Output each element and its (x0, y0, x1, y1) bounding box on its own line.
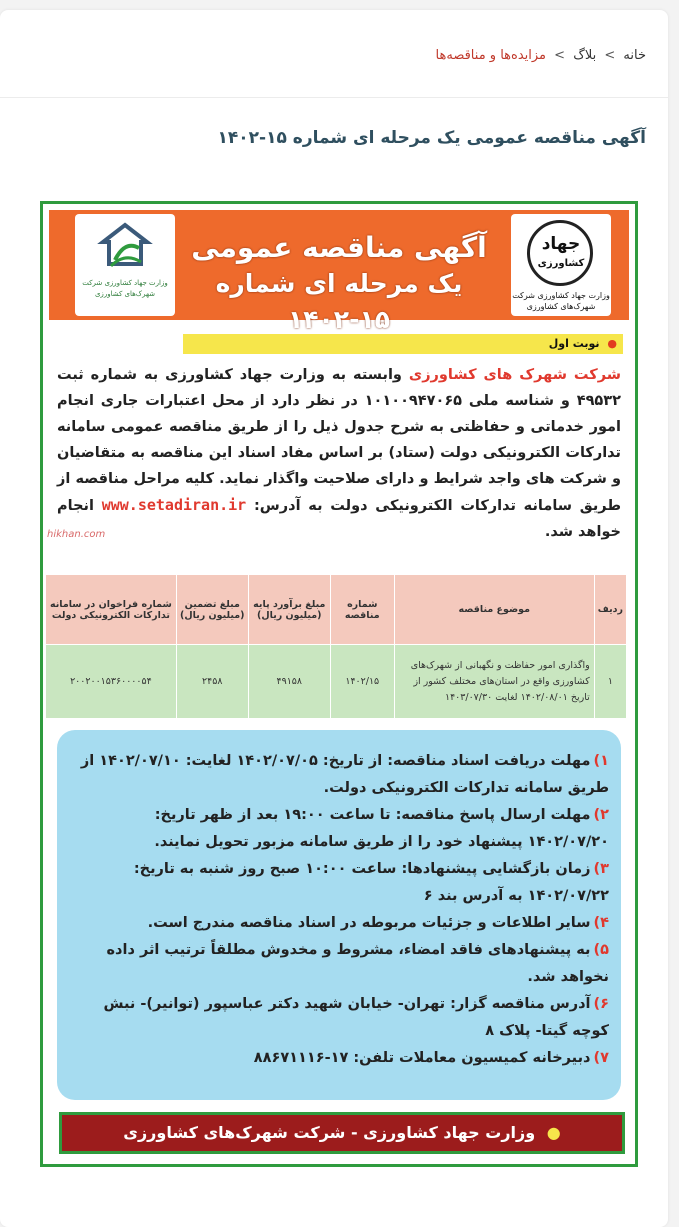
jahad-logo (511, 214, 611, 316)
col-call-number: شماره فراخوان در سامانه تدارکات الکترونیکی دولت (46, 575, 177, 645)
item-number: ۱) (593, 753, 609, 769)
item-number: ۳) (593, 861, 609, 877)
item-text: زمان بازگشایی پیشنهادها: ساعت ۱۰:۰۰ صبح روز شنبه به تاریخ: ۱۴۰۲/۰۷/۲۲ به آدرس بند ۶ (133, 861, 609, 904)
list-item (71, 856, 609, 910)
logo-word-jahad: جهاد (541, 234, 581, 254)
item-number: ۴) (593, 915, 609, 931)
divider (0, 97, 668, 98)
col-row: ردیف (594, 575, 626, 645)
table-header-row (46, 575, 627, 645)
col-guarantee: مبلغ تضمین (میلیون ریال) (176, 575, 248, 645)
cell-guarantee: ۲۴۵۸ (176, 645, 248, 719)
item-number: ۲) (593, 807, 609, 823)
col-base-amount: مبلغ برآورد پایه (میلیون ریال) (248, 575, 330, 645)
content-card (0, 10, 668, 1227)
list-item (71, 910, 609, 937)
intro-end: انجام خواهد شد. (57, 498, 621, 540)
item-text: آدرس مناقصه گزار: تهران- خیابان شهید دکتر عباسپور (توانیر)- نبش کوچه گیتا- پلاک ۸ (103, 996, 609, 1039)
breadcrumb-blog[interactable]: بلاگ (573, 48, 597, 63)
setad-website: www.setadiran.ir (101, 496, 247, 514)
item-number: ۷) (593, 1050, 609, 1066)
list-item (71, 937, 609, 991)
table-row (46, 645, 627, 719)
ad-title-line2: یک مرحله ای شماره ۱۵-۱۴۰۲ (215, 269, 463, 334)
page-title: آگهی مناقصه عمومی یک مرحله ای شماره ۱۵-۱۴۰۲ (217, 128, 646, 148)
cell-call-number: ۲۰۰۲۰۰۱۵۳۶۰۰۰۰۵۴ (46, 645, 177, 719)
logo-word-keshavarzi: کشاورزی (537, 258, 585, 269)
cell-base-amount: ۴۹۱۵۸ (248, 645, 330, 719)
footer-text: وزارت جهاد کشاورزی - شرکت شهرک‌های کشاورزی (123, 1123, 536, 1142)
watermark: hikhan.com (47, 529, 106, 540)
company-logo-caption: وزارت جهاد کشاورزی شرکت شهرک‌های کشاورزی (82, 279, 168, 298)
item-text: به پیشنهادهای فاقد امضاء، مشروط و مخدوش مطلقاً ترتیب اثر داده نخواهد شد. (106, 942, 609, 985)
breadcrumb-separator: > (604, 48, 616, 63)
item-number: ۵) (593, 942, 609, 958)
round-text: نوبت اول (548, 337, 600, 350)
breadcrumb-home[interactable]: خانه (623, 48, 646, 63)
list-item (71, 991, 609, 1045)
company-logo (75, 214, 175, 316)
item-text: مهلت دریافت اسناد مناقصه: از تاریخ: ۱۴۰۲/۰۷/۰۵ لغایت: ۱۴۰۲/۰۷/۱۰ از طریق سامانه تدارکات الکترونیکی دولت. (80, 753, 609, 796)
tender-ad-image (40, 201, 638, 1167)
cell-row: ۱ (594, 645, 626, 719)
breadcrumb (436, 48, 646, 63)
ad-title-line1: آگهی مناقصه عمومی (191, 231, 487, 264)
list-item (71, 802, 609, 856)
ad-footer (59, 1112, 625, 1154)
intro-body: وابسته به وزارت جهاد کشاورزی به شماره ثبت ۴۹۵۳۲ و شناسه ملی ۱۰۱۰۰۹۴۷۰۶۵ در نظر دارد از محل اعتبارات جاری انجام امور خدماتی و حفاظتی به شرح جدول ذیل را از طریق مناقصه عمومی سامانه تدارکات الکترونیکی دولت (ستاد) بر اساس مفاد اسناد این مناقصه به متقاضیان و شرکت های واجد شرایط و دارای صلاحیت واگذار نماید. کلیه مراحل مناقصه از طریق سامانه تدارکات الکترونیکی دولت به آدرس: (57, 367, 621, 514)
agri-towns-logo-icon (97, 222, 153, 272)
col-subject: موضوع مناقصه (394, 575, 594, 645)
item-text: مهلت ارسال پاسخ مناقصه: تا ساعت ۱۹:۰۰ بعد از ظهر تاریخ: ۱۴۰۲/۰۷/۲۰ پیشنهاد خود را از طریق سامانه مزبور تحویل نمایند. (154, 807, 609, 850)
list-item (71, 1045, 609, 1072)
round-label (183, 334, 623, 354)
conditions-list (57, 730, 621, 1100)
intro-paragraph (57, 362, 621, 545)
company-name: شرکت شهرک های کشاورزی (408, 367, 621, 383)
tender-table (45, 574, 627, 719)
col-number: شماره مناقصه (330, 575, 394, 645)
breadcrumb-separator: > (554, 48, 566, 63)
item-text: سایر اطلاعات و جزئیات مربوطه در اسناد مناقصه مندرج است. (147, 915, 591, 931)
item-text: دبیرخانه کمیسیون معاملات تلفن: ۱۷-۸۸۶۷۱۱۱۶ (253, 1050, 591, 1066)
cell-number: ۱۴۰۲/۱۵ (330, 645, 394, 719)
logo-caption: وزارت جهاد کشاورزی شرکت شهرک‌های کشاورزی (512, 291, 610, 311)
ad-header (49, 210, 629, 334)
breadcrumb-category[interactable]: مزایده‌ها و مناقصه‌ها (435, 48, 547, 63)
list-item (71, 748, 609, 802)
bullet-icon: ● (546, 1123, 561, 1142)
ad-title (179, 230, 499, 338)
cell-subject: واگذاری امور حفاظت و نگهبانی از شهرک‌های کشاورزی واقع در استان‌های مختلف کشور از تاریخ ۱۴۰۲/۰۸/۰۱ لغایت ۱۴۰۳/۰۷/۳۰ (394, 645, 594, 719)
bullet-icon: ● (607, 337, 617, 350)
item-number: ۶) (593, 996, 609, 1012)
